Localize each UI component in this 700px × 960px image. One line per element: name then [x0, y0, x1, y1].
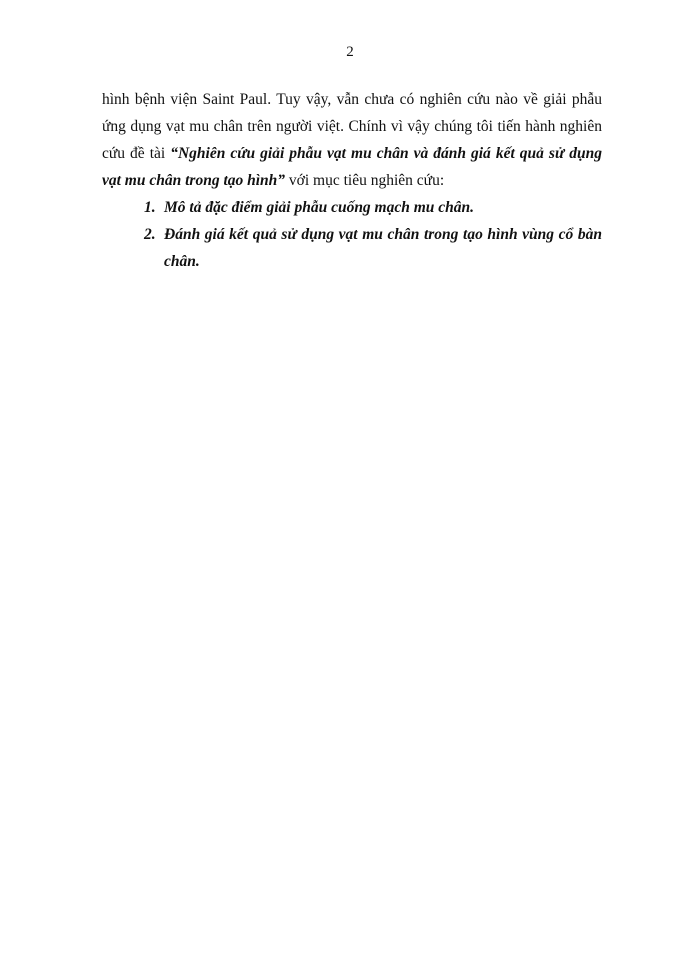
- thesis-title-emphasis: “Nghiên cứu giải phẫu vạt mu chân và đánh giá kết quả sử dụng vạt mu chân trong tạo hình”: [102, 145, 602, 189]
- objectives-list: [102, 194, 602, 275]
- objective-text: Mô tả đặc điểm giải phẫu cuống mạch mu chân.: [164, 199, 475, 216]
- objective-number: 1.: [144, 199, 156, 216]
- paragraph-text-before: hình bệnh viện Saint Paul. Tuy vậy, vẫn chưa có nghiên cứu nào về giải phẫu ứng dụng vạt mu chân trên người việt. Chính vì vậy chúng tôi tiến hành nghiên cứu đề tài: [102, 91, 602, 162]
- intro-paragraph: [102, 86, 602, 194]
- objective-number: 2.: [144, 226, 156, 243]
- objective-text: Đánh giá kết quả sử dụng vạt mu chân trong tạo hình vùng cổ bàn chân.: [164, 226, 602, 270]
- objective-item-2: [102, 221, 602, 275]
- paragraph-text-after: với mục tiêu nghiên cứu:: [285, 172, 445, 189]
- body-text: [102, 86, 602, 275]
- objective-item-1: [102, 194, 602, 221]
- page-number: 2: [346, 44, 354, 60]
